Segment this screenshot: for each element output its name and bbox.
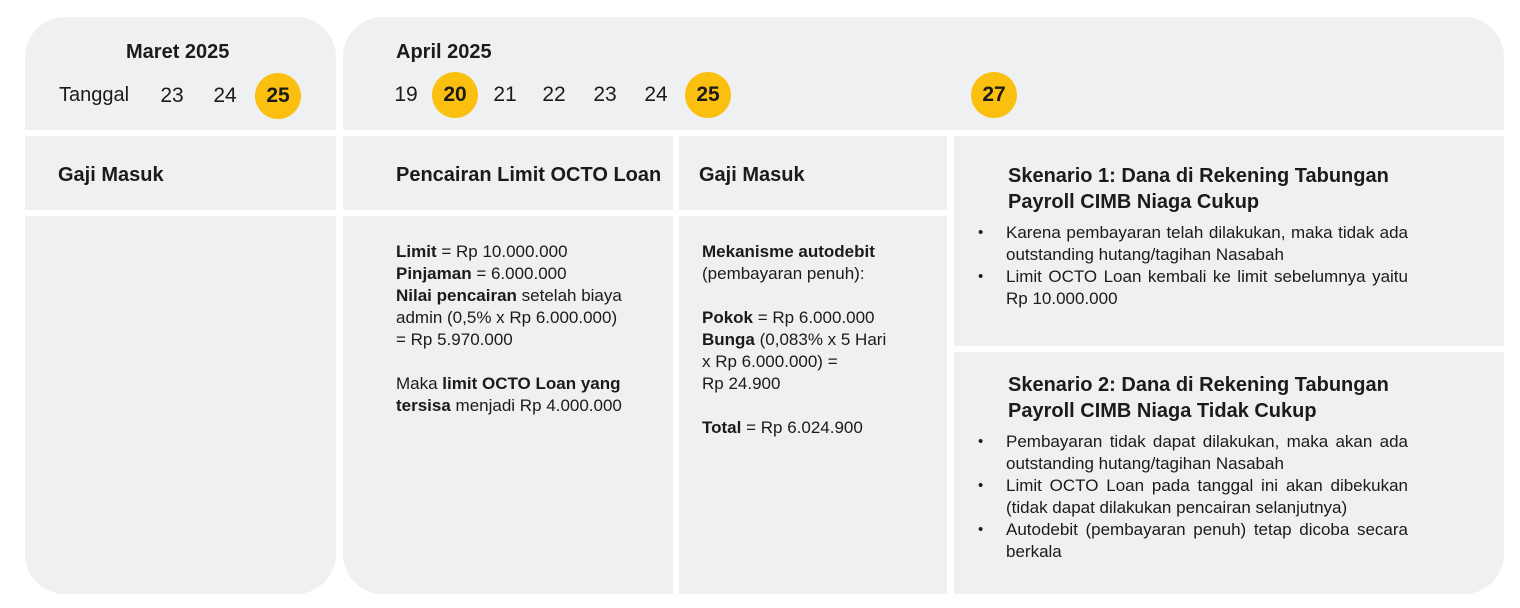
pokok-label: Pokok [702,308,754,327]
maka-suffix: menjadi Rp 4.000.000 [450,396,622,415]
skenario2-title-line2: Payroll CIMB Niaga Tidak Cukup [1008,400,1317,422]
date-april-25-highlight: 25 [685,72,731,118]
pinjaman-value: = 6.000.000 [471,264,567,283]
nilai-text-1: setelah biaya [516,286,622,305]
skenario1-bullets [978,222,1408,310]
skenario1-bullet: • Limit OCTO Loan kembali ke limit sebelumnya yaitu Rp 10.000.000 [978,266,1408,310]
skenario2-title [1008,372,1389,424]
march-detail-panel [25,216,336,594]
skenario1-title [1008,163,1389,215]
date-march-23: 23 [160,84,184,107]
skenario1-title-line2: Payroll CIMB Niaga Cukup [1008,191,1260,213]
mekanisme-label: Mekanisme autodebit [702,242,875,261]
gaji-april-title: Gaji Masuk [699,164,805,186]
skenario1-bullet: • Karena pembayaran telah dilakukan, maka tidak ada outstanding hutang/tagihan Nasabah [978,222,1408,266]
date-april-22: 22 [542,83,566,106]
gaji-april-detail-text [702,241,942,439]
pinjaman-label: Pinjaman [396,264,472,283]
maka-prefix: Maka [396,374,443,393]
limit-value: = Rp 10.000.000 [436,242,568,261]
bunga-text-1: (0,083% x 5 Hari [754,330,887,349]
limit-label: Limit [396,242,437,261]
nilai-text-2: admin (0,5% x Rp 6.000.000) [396,308,618,327]
date-april-24: 24 [644,83,668,106]
skenario1-title-line1: Skenario 1: Dana di Rekening Tabungan [1008,165,1389,187]
pencairan-detail-text [396,241,666,417]
date-april-19: 19 [394,83,418,106]
skenario2-bullet: • Limit OCTO Loan pada tanggal ini akan dibekukan (tidak dapat dilakukan pencairan selanjutnya) [978,475,1408,519]
skenario2-bullet: • Pembayaran tidak dapat dilakukan, maka akan ada outstanding hutang/tagihan Nasabah [978,431,1408,475]
nilai-pencairan-label: Nilai pencairan [396,286,517,305]
date-april-27-highlight: 27 [971,72,1017,118]
skenario2-bullet: • Autodebit (pembayaran penuh) tetap dicoba secara berkala [978,519,1408,563]
date-april-21: 21 [493,83,517,106]
march-month-title: Maret 2025 [126,41,230,63]
skenario2-bullets [978,431,1408,563]
bunga-label: Bunga [702,330,755,349]
total-value: = Rp 6.024.900 [741,418,863,437]
maka-bold-1: limit OCTO Loan yang [442,374,621,393]
maka-bold-2: tersisa [396,396,451,415]
nilai-text-3: = Rp 5.970.000 [396,330,513,349]
skenario2-title-line1: Skenario 2: Dana di Rekening Tabungan [1008,374,1389,396]
date-march-24: 24 [213,84,237,107]
date-april-20-highlight: 20 [432,72,478,118]
mekanisme-sub: (pembayaran penuh): [702,264,865,283]
pokok-value: = Rp 6.000.000 [753,308,875,327]
bunga-text-3: Rp 24.900 [702,374,781,393]
tanggal-label: Tanggal [59,84,130,106]
date-april-23: 23 [593,83,617,106]
april-month-title: April 2025 [396,41,492,63]
march-event-title: Gaji Masuk [58,164,164,186]
date-march-25-highlight: 25 [255,73,301,119]
bunga-text-2: x Rp 6.000.000) = [702,352,838,371]
pencairan-title: Pencairan Limit OCTO Loan [396,164,662,186]
total-label: Total [702,418,742,437]
